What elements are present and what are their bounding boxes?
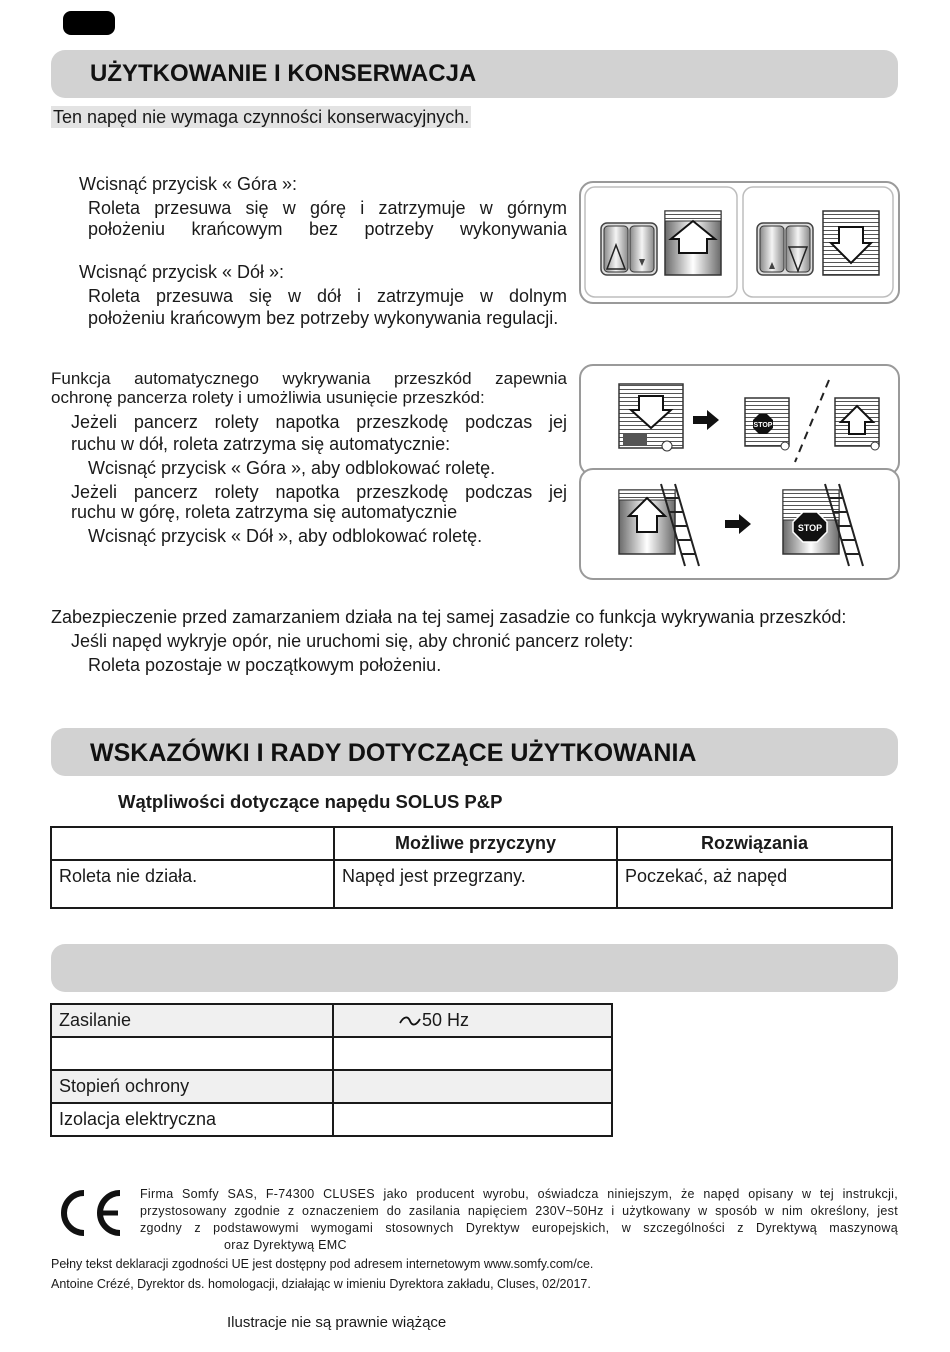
spec-value <box>333 1070 612 1103</box>
obstacle-up-illustration <box>581 470 898 578</box>
up-heading: Wcisnąć przycisk « Góra »: <box>79 174 298 194</box>
spec-row <box>51 1037 612 1070</box>
obstacle-down-action: Wcisnąć przycisk « Góra », aby odblokować roletę. <box>88 458 496 478</box>
legal-disclaimer: Ilustracje nie są prawnie wiążące <box>227 1314 447 1331</box>
spec-value <box>333 1103 612 1136</box>
up-line1: Roleta przesuwa się w górę i zatrzymuje w górnym <box>88 198 567 218</box>
down-line1: Roleta przesuwa się w dół i zatrzymuje w dolnym <box>88 286 567 306</box>
down-line2: położeniu krańcowym bez potrzeby wykonywania regulacji. <box>88 308 559 328</box>
obstacle-line2: ochronę pancerza rolety i umożliwia usunięcie przeszkód: <box>51 388 485 407</box>
table-row <box>51 860 892 908</box>
language-tab <box>63 11 115 35</box>
remote-buttons-figure <box>579 181 900 304</box>
obstacle-up-line1: Jeżeli pancerz rolety napotka przeszkodę podczas jej <box>71 482 567 502</box>
section-title-usage: UŻYTKOWANIE I KONSERWACJA <box>90 60 477 87</box>
troubleshooting-table <box>50 826 893 909</box>
stop-sign-large: STOP <box>797 523 823 533</box>
problem-cell: Roleta nie działa. <box>51 860 334 908</box>
declaration-line1: Firma Somfy SAS, F-74300 CLUSES jako producent wyrobu, oświadcza niniejszym, że napęd opisany w tej instrukcji, <box>140 1187 898 1201</box>
frost-line: Zabezpieczenie przed zamarzaniem działa na tej samej zasadzie co funkcja wykrywania przeszkód: <box>51 607 847 627</box>
spec-label <box>51 1037 333 1070</box>
spec-label: Stopień ochrony <box>51 1070 333 1103</box>
section-title-tips: WSKAZÓWKI I RADY DOTYCZĄCE UŻYTKOWANIA <box>90 739 697 767</box>
table-header-solutions: Rozwiązania <box>617 827 892 860</box>
obstacle-up-figure <box>579 468 900 580</box>
spec-row <box>51 1070 612 1103</box>
cause-cell: Napęd jest przegrzany. <box>334 860 617 908</box>
obstacle-down-figure <box>579 364 900 476</box>
spec-value <box>333 1037 612 1070</box>
table-header-empty <box>51 827 334 860</box>
section-header-specs <box>51 944 898 992</box>
obstacle-down-line2: ruchu w dół, roleta zatrzyma się automatycznie: <box>71 434 451 454</box>
troubleshooting-subtitle: Wątpliwości dotyczące napędu SOLUS P&P <box>118 791 503 812</box>
ac-symbol-icon <box>398 1014 422 1028</box>
solution-cell: Poczekać, aż napęd <box>617 860 892 908</box>
spec-value: 50 Hz <box>333 1004 612 1037</box>
table-header-causes: Możliwe przyczyny <box>334 827 617 860</box>
obstacle-line1: Funkcja automatycznego wykrywania przeszkód zapewnia <box>51 369 567 388</box>
remote-buttons-illustration <box>581 183 898 302</box>
declaration-line4: oraz Dyrektywą EMC <box>224 1238 347 1252</box>
maintenance-note: Ten napęd nie wymaga czynności konserwacyjnych. <box>53 107 470 127</box>
spec-row <box>51 1103 612 1136</box>
obstacle-up-line2: ruchu w górę, roleta zatrzyma się automatycznie <box>71 502 458 522</box>
up-line2: położeniu krańcowym bez potrzeby wykonywania <box>88 219 567 239</box>
table-header-row <box>51 827 892 860</box>
frost-result: Roleta pozostaje w początkowym położeniu. <box>88 655 442 675</box>
frost-sub: Jeśli napęd wykryje opór, nie uruchomi się, aby chronić pancerz rolety: <box>71 631 634 651</box>
obstacle-up-action: Wcisnąć przycisk « Dół », aby odblokować roletę. <box>88 526 483 546</box>
down-heading: Wcisnąć przycisk « Dół »: <box>79 262 285 282</box>
stop-sign-small: STOP <box>753 422 773 429</box>
ce-mark-icon <box>50 1187 124 1239</box>
declaration-line2: przystosowany zgodnie z oznaczeniem do zasilania napięciem 230V~50Hz i użytkowany w sposób w nim określony, jest <box>140 1204 898 1218</box>
spec-label: Zasilanie <box>51 1004 333 1037</box>
declaration-line3: zgodny z podstawowymi wymogami stosownych Dyrektyw europejskich, w szczególności z Dyrektywą maszynową <box>140 1221 898 1235</box>
spec-table <box>50 1003 613 1137</box>
declaration-signature: Antoine Crézé, Dyrektor ds. homologacji, działając w imieniu Dyrektora zakładu, Cluses, 02/2017. <box>51 1277 591 1291</box>
spec-label: Izolacja elektryczna <box>51 1103 333 1136</box>
declaration-full-text: Pełny tekst deklaracji zgodności UE jest dostępny pod adresem internetowym www.somfy.com/ce. <box>51 1257 594 1271</box>
ce-declaration <box>140 1186 898 1254</box>
obstacle-down-illustration <box>581 366 898 474</box>
obstacle-down-line1: Jeżeli pancerz rolety napotka przeszkodę podczas jej <box>71 412 567 432</box>
spec-row <box>51 1004 612 1037</box>
